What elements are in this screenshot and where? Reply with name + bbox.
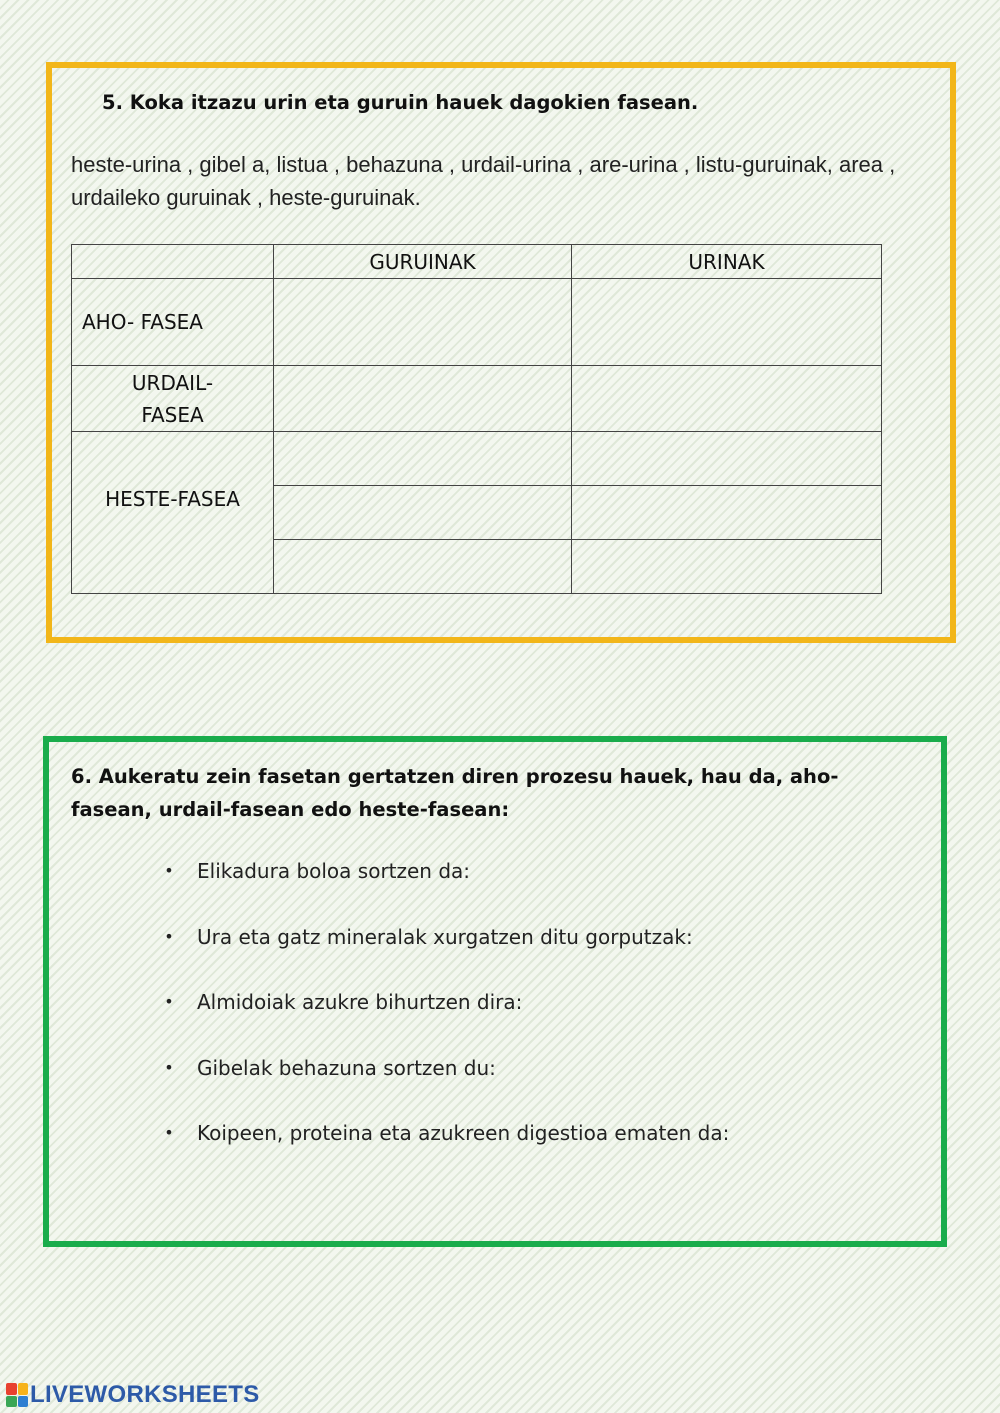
bullet-icon: • — [164, 1123, 174, 1142]
table-header-urinak: URINAK — [572, 245, 882, 279]
process-text: Koipeen, proteina eta azukreen digestioa ematen da: — [197, 1121, 730, 1145]
bullet-icon: • — [164, 1057, 174, 1077]
process-text: Elikadura boloa sortzen da: — [197, 859, 471, 883]
logo-square-yellow — [18, 1383, 29, 1395]
exercise-5-title: 5. Koka itzazu urin eta guruin hauek dagokien fasean. — [102, 91, 699, 114]
answer-cell-heste-urinak-3[interactable] — [572, 540, 882, 594]
logo-square-red — [6, 1383, 17, 1395]
answer-cell-heste-urinak-2[interactable] — [572, 486, 882, 540]
answer-cell-urdail-guruinak[interactable] — [274, 366, 572, 432]
answer-cell-heste-urinak-1[interactable] — [572, 432, 882, 486]
process-list — [159, 856, 729, 1184]
table-row-aho — [72, 279, 882, 366]
list-item — [159, 987, 729, 1053]
table-header-empty — [72, 245, 274, 279]
answer-cell-aho-guruinak[interactable] — [274, 279, 572, 366]
logo-square-green — [6, 1396, 17, 1408]
list-item — [159, 1118, 729, 1184]
table-header-row — [72, 245, 882, 279]
list-item — [159, 856, 729, 922]
exercise-6-title: 6. Aukeratu zein fasetan gertatzen diren prozesu hauek, hau da, aho-fasean, urdail-fasean edo heste-fasean: — [71, 765, 839, 821]
exercise-6-box — [43, 736, 947, 1247]
row-label-urdail-fasea: URDAIL- FASEA — [72, 366, 274, 432]
table-row-heste-1 — [72, 432, 882, 486]
bullet-icon: • — [164, 926, 174, 946]
process-text: Almidoiak azukre bihurtzen dira: — [197, 990, 523, 1014]
answer-cell-heste-guruinak-1[interactable] — [274, 432, 572, 486]
answer-cell-aho-urinak[interactable] — [572, 279, 882, 366]
bullet-icon: • — [164, 992, 174, 1011]
process-text: Ura eta gatz mineralak xurgatzen ditu gorputzak: — [197, 924, 693, 949]
row-label-aho-fasea: AHO- FASEA — [72, 279, 274, 366]
liveworksheets-logo[interactable] — [6, 1381, 260, 1409]
list-item — [159, 922, 729, 988]
answer-cell-urdail-urinak[interactable] — [572, 366, 882, 432]
table-header-guruinak: GURUINAK — [274, 245, 572, 279]
answer-cell-heste-guruinak-2[interactable] — [274, 486, 572, 540]
logo-icon — [6, 1383, 28, 1407]
logo-text: LIVEWORKSHEETS — [30, 1381, 260, 1408]
word-bank: heste-urina , gibel a, listua , behazuna , urdail-urina , are-urina , listu-guruinak, area , urdaileko guruinak , heste-guruinak. — [71, 152, 896, 210]
row-label-heste-fasea: HESTE-FASEA — [72, 432, 274, 594]
process-text: Gibelak behazuna sortzen du: — [197, 1055, 496, 1080]
list-item — [159, 1053, 729, 1119]
answer-cell-heste-guruinak-3[interactable] — [274, 540, 572, 594]
exercise-5-box — [46, 62, 956, 643]
table-row-urdail — [72, 366, 882, 432]
logo-square-blue — [18, 1396, 29, 1408]
phase-table — [71, 244, 882, 594]
bullet-icon: • — [164, 861, 174, 880]
